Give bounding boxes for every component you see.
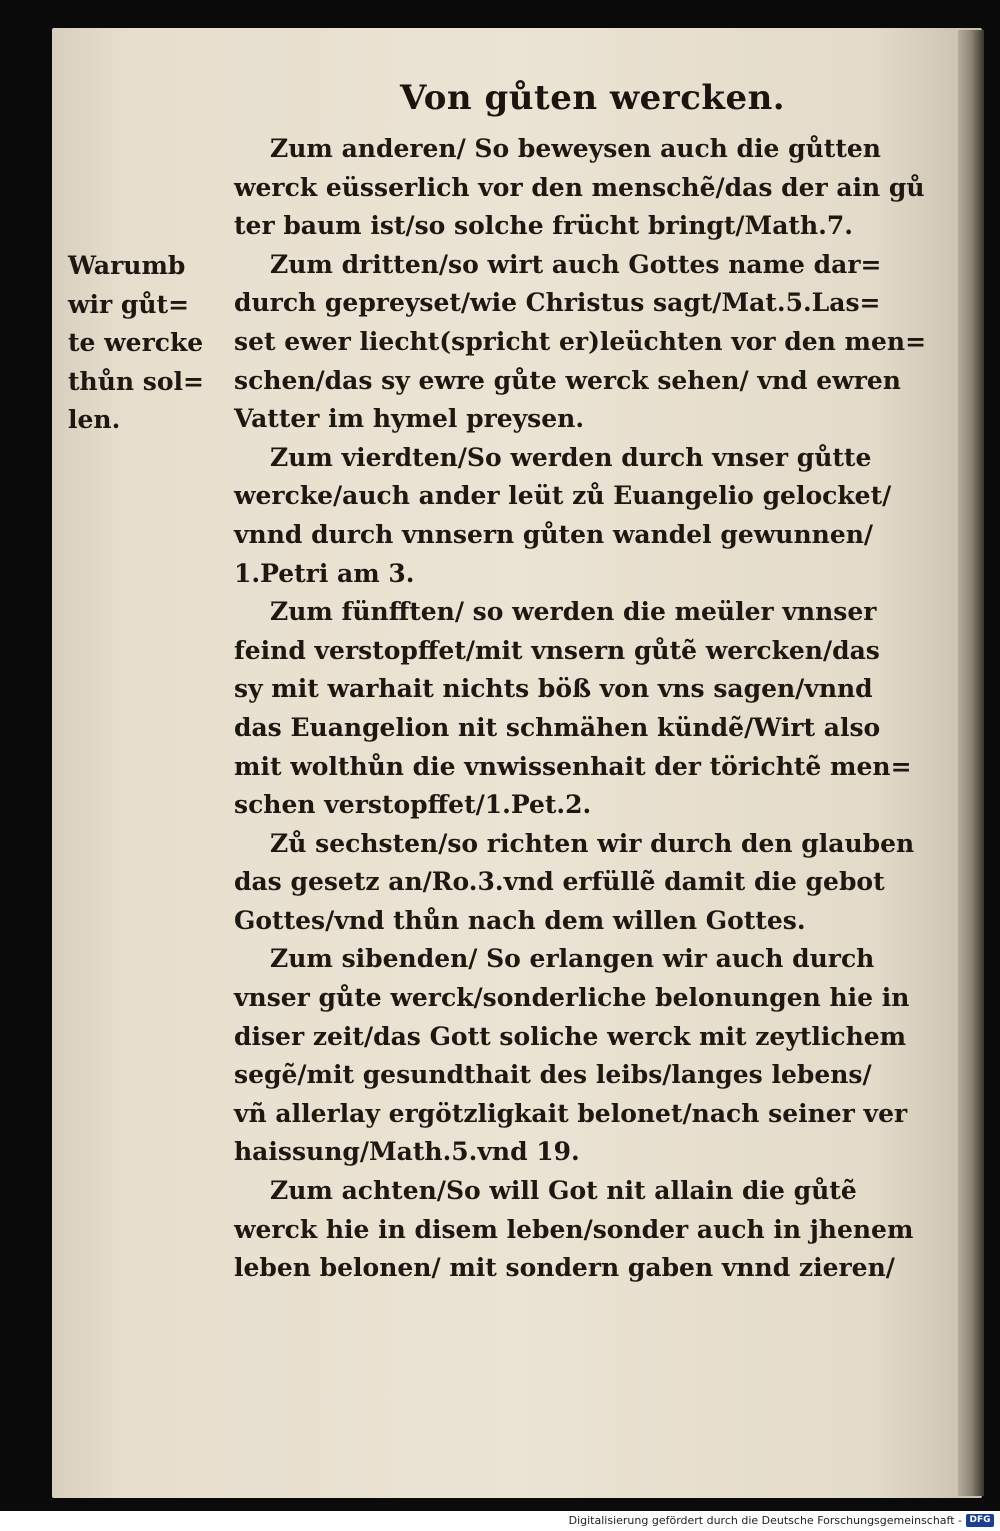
text-line: sy mit warhait nichts böß von vns sagen/vnnd	[234, 674, 873, 704]
text-line: Zum fünfften/ so werden die meüler vnnser	[270, 597, 877, 627]
margin-note-line: Warumb	[68, 251, 186, 280]
margin-note-line: thůn sol=	[68, 366, 204, 396]
running-head: Von gůten wercken.	[400, 78, 786, 118]
text-line: Zum sibenden/ So erlangen wir auch durch	[270, 944, 875, 974]
text-line: Zum vierdten/So werden durch vnser gůtte	[270, 442, 872, 472]
text-line: vnser gůte werck/sonderliche belonungen hie in	[234, 983, 910, 1013]
text-line: feind verstopffet/mit vnsern gůtẽ wercken/das	[234, 635, 880, 665]
text-line: Zum anderen/ So beweysen auch die gůtten	[270, 134, 881, 163]
funding-credit: Digitalisierung gefördert durch die Deutsche Forschungsgemeinschaft -	[568, 1514, 962, 1527]
text-line: durch gepreyset/wie Christus sagt/Mat.5.Las=	[234, 288, 881, 318]
text-line: Zum achten/So will Got nit allain die gůtẽ	[270, 1176, 857, 1206]
margin-note-line: len.	[68, 405, 121, 435]
margin-note-line: wir gůt=	[68, 289, 190, 319]
text-line: wercke/auch ander leüt zů Euangelio gelocket/	[234, 481, 892, 511]
text-line: leben belonen/ mit sondern gaben vnnd zieren/	[234, 1253, 895, 1283]
text-line: Vatter im hymel preysen.	[234, 404, 585, 434]
text-line: 1.Petri am 3.	[234, 558, 415, 588]
text-line: diser zeit/das Gott soliche werck mit zeytlichem	[234, 1021, 907, 1051]
text-line: schen/das sy ewre gůte werck sehen/ vnd ewren	[234, 365, 901, 395]
text-line: set ewer liecht(spricht er)leüchten vor den men=	[234, 326, 927, 356]
body-text	[234, 130, 934, 1288]
text-line: das Euangelion nit schmähen kündẽ/Wirt also	[234, 712, 881, 742]
footer-bar	[0, 1511, 1000, 1531]
text-line: Zů sechsten/so richten wir durch den glauben	[270, 828, 915, 858]
text-line: das gesetz an/Ro.3.vnd erfüllẽ damit die gebot	[234, 867, 885, 897]
text-line: werck eüsserlich vor den menschẽ/das der ain gů	[234, 172, 925, 202]
text-line: haissung/Math.5.vnd 19.	[234, 1137, 580, 1167]
text-line: mit wolthůn die vnwissenhait der törichtẽ men=	[234, 751, 912, 781]
text-line: werck hie in disem leben/sonder auch in jhenem	[234, 1214, 914, 1244]
text-line: Zum dritten/so wirt auch Gottes name dar=	[270, 249, 882, 279]
page-edge-shadow	[958, 30, 984, 1496]
margin-note	[68, 247, 228, 440]
text-line: schen verstopffet/1.Pet.2.	[234, 790, 592, 820]
dfg-logo: DFG	[966, 1514, 994, 1527]
text-line: Gottes/vnd thůn nach dem willen Gottes.	[234, 905, 806, 935]
text-line: vnnd durch vnnsern gůten wandel gewunnen/	[234, 519, 874, 549]
text-line: ter baum ist/so solche frücht bringt/Math.7.	[234, 211, 853, 241]
margin-note-line: te wercke	[68, 328, 204, 358]
text-line: segẽ/mit gesundthait des leibs/langes lebens/	[234, 1060, 872, 1090]
text-line: vñ allerlay ergötzligkait belonet/nach seiner ver	[234, 1098, 908, 1128]
